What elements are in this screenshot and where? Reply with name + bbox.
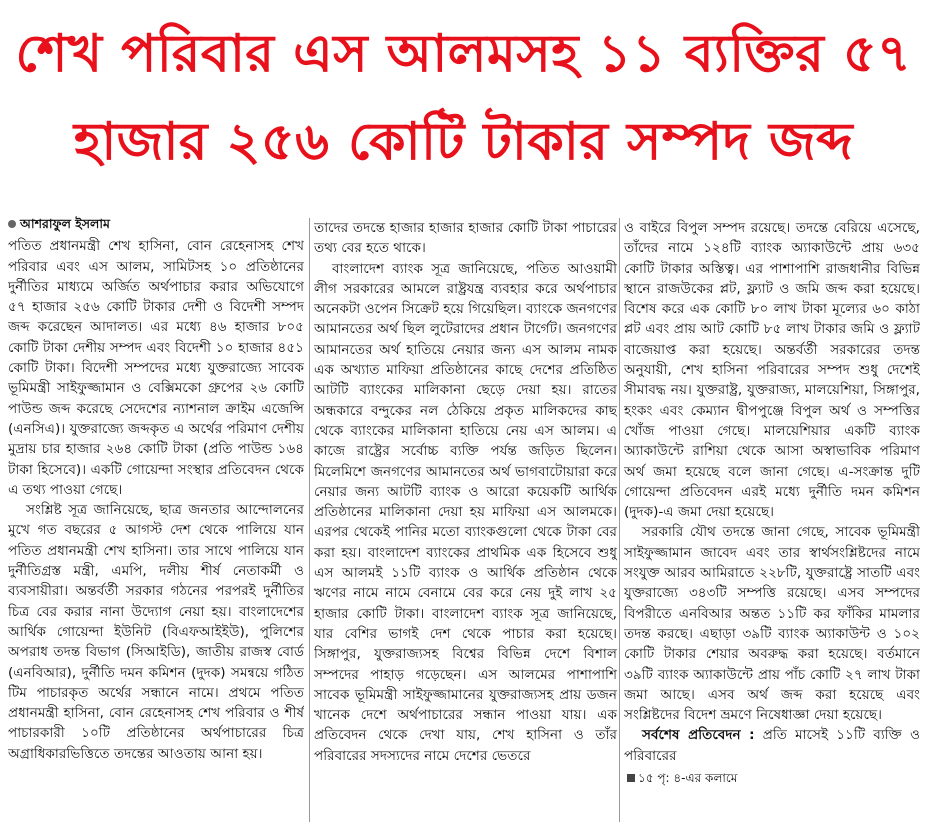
bullet-icon	[8, 220, 16, 228]
paragraph: ও বাইরে বিপুল সম্পদ রয়েছে। তদন্তে বেরিয়ে এসেছে, তাঁদের নামে ১২৪টি ব্যাংক অ্যাকাউন্টে প্রায় ৬৩৫ কোটি টাকার অস্তিত্ব। এর পাশাপাশি রাজধানীর বিভিন্ন স্থানে রাজউকের প্লট, ফ্ল্যাট ও জমি জব্দ করা হয়েছে। বিশেষ করে এক কোটি ৮০ লাখ টাকা মূল্যের ৬০ কাঠা প্লট এবং প্রায় আট কোটি ৮৫ লাখ টাকার জমি ও ফ্ল্যাট বাজেয়াপ্ত করা হয়েছে। অন্তর্বর্তী সরকারের তদন্ত অনুযায়ী, শেখ হাসিনা পরিবারের সম্পদ শুধু দেশেই সীমাবদ্ধ নয়। যুক্তরাষ্ট্র, যুক্তরাজ্য, মালয়েশিয়া, সিঙ্গাপুর, হংকং এবং কেম্যান দ্বীপপুঞ্জে বিপুল অর্থ ও সম্পত্তির খোঁজ পাওয়া গেছে। মালয়েশিয়ার একটি ব্যাংক অ্যাকাউন্টে রাশিয়া থেকে আসা অস্বাভাবিক পরিমাণ অর্থ জমা হয়েছে বলে জানা গেছে। এ-সংক্রান্ত দুটি গোয়েন্দা প্রতিবেদন এরই মধ্যে দুর্নীতি দমন কমিশন (দুদক)-এ জমা দেয়া হয়েছে।	[624, 220, 920, 521]
headline-line-1: শেখ পরিবার এস আলমসহ ১১ ব্যক্তির ৫৭	[15, 24, 912, 84]
paragraph: সরকারি যৌথ তদন্তে জানা গেছে, সাবেক ভূমিমন্ত্রী সাইফুজ্জামান জাবেদ এবং তার স্বার্থসংশ্লিষ্টদের নামে সংযুক্ত আরব আমিরাতে ২২৮টি, যুক্তরাষ্ট্রে সাতটি এবং যুক্তরাজ্যে ৩৪৩টি সম্পত্তি রয়েছে। এসব সম্পদের বিপরীতে এনবিআর অন্তত ১১টি কর ফাঁকির মামলার তদন্ত করছে। এছাড়া ৩৯টি ব্যাংক অ্যাকাউন্ট ও ১০২ কোটি টাকার শেয়ার অবরুদ্ধ করা হয়েছে। বর্তমানে ৩৯টি ব্যাংক অ্যাকাউন্টে প্রায় পাঁচ কোটি ২৭ লাখ টাকা জমা আছে। এসব অর্থ জব্দ করা হয়েছে এবং সংশ্লিষ্টদের বিদেশ ভ্রমণে নিষেধাজ্ঞা দেয়া হয়েছে।	[624, 524, 920, 724]
article-column-2	[314, 218, 617, 828]
square-bullet-icon	[627, 774, 635, 782]
paragraph: তাদের তদন্তে হাজার হাজার হাজার কোটি টাকা পাচারের তথ্য বের হতে থাকে।	[314, 220, 617, 257]
column-divider	[619, 218, 620, 822]
paragraph: বাংলাদেশ ব্যাংক সূত্র জানিয়েছে, পতিত আওয়ামী লীগ সরকারের আমলে রাষ্ট্রযন্ত্র ব্যবহার করে অর্থপাচার অনেকটা ওপেন সিক্রেট হয়ে গিয়েছিল। ব্যাংকে জনগণের আমানতের অর্থ ছিল লুটেরাদের প্রধান টার্গেট। জনগণের আমানতের অর্থ হাতিয়ে নেয়ার জন্য এস আলম নামক এক অখ্যাত মাফিয়া প্রতিষ্ঠানের কাছে দেশের প্রতিষ্ঠিত আটটি ব্যাংকের মালিকানা ছেড়ে দেয়া হয়। রাতের অন্ধকারে বন্দুকের নল ঠেকিয়ে প্রকৃত মালিকদের কাছ থেকে ব্যাংকের মালিকানা হাতিয়ে নেয় এস আলম। এ কাজে রাষ্ট্রের সর্বোচ্চ ব্যক্তি পর্যন্ত জড়িত ছিলেন। মিলেমিশে জনগণের আমানতের অর্থ ভাগবাটোয়ারা করে নেয়ার জন্য আটটি ব্যাংক ও আরো কয়েকটি আর্থিক প্রতিষ্ঠানের মালিকানা দেয়া হয় মাফিয়া এস আলমকে। এরপর থেকেই পানির মতো ব্যাংকগুলো থেকে টাকা বের করা হয়। বাংলাদেশ ব্যাংকের প্রাথমিক এক হিসেবে শুধু এস আলমই ১১টি ব্যাংক ও আর্থিক প্রতিষ্ঠান থেকে ঋণের নামে নামে বেনামে বের করে নেয় দুই লাখ ২৫ হাজার কোটি টাকা। বাংলাদেশ ব্যাংক সূত্র জানিয়েছে, যার বেশির ভাগই দেশ থেকে পাচার করা হয়েছে। সিঙ্গাপুর, যুক্তরাজ্যসহ বিশ্বের বিভিন্ন দেশে বিশাল সম্পদের পাহাড় গড়েছেন। এস আলমের পাশাপাশি সাবেক ভূমিমন্ত্রী সাইফুজ্জামানের যুক্তরাজ্যসহ প্রায় ডজন খানেক দেশে অর্থপাচারের সন্ধান পাওয়া যায়। এক প্রতিবেদন থেকে দেখা যায়, শেখ হাসিনা ও তাঁর পরিবারের সদস্যদের নামে দেশের ভেতরে	[314, 260, 617, 764]
headline	[0, 10, 927, 186]
paragraph-latest-report	[624, 725, 920, 766]
latest-report-label: সর্বশেষ প্রতিবেদন :	[642, 727, 755, 744]
latest-report-text: প্রতি মাসেই ১১টি ব্যক্তি ও পরিবারের	[624, 727, 920, 764]
headline-line-2: হাজার ২৫৬ কোটি টাকার সম্পদ জব্দ	[73, 112, 854, 172]
byline-author: আশরাফুল ইসলাম	[20, 216, 110, 231]
byline	[8, 214, 304, 234]
continued-label: ১৫ পৃ: ৪-এর কলামে	[638, 771, 738, 786]
continued-note	[624, 768, 920, 788]
article-column-1	[8, 214, 304, 824]
column-divider	[309, 218, 310, 822]
paragraph: সংশ্লিষ্ট সূত্র জানিয়েছে, ছাত্র জনতার আন্দোলনের মুখে গত বছরের ৫ আগস্ট দেশ থেকে পালিয়ে যান পতিত প্রধানমন্ত্রী শেখ হাসিনা। তার সাথে পালিয়ে যান দুর্নীতিগ্রস্ত মন্ত্রী, এমপি, দলীয় শীর্ষ নেতাকর্মী ও ব্যবসায়ীরা। অন্তর্বর্তী সরকার গঠনের পরপরই দুর্নীতির চিত্র বের করার নানা উদ্যোগ নেয়া হয়। বাংলাদেশের আর্থিক গোয়েন্দা ইউনিট (বিএফআইইউ), পুলিশের অপরাধ তদন্ত বিভাগ (সিআইডি), জাতীয় রাজস্ব বোর্ড (এনবিআর), দুর্নীতি দমন কমিশন (দুদক) সমন্বয়ে গঠিত টিম পাচারকৃত অর্থের সন্ধানে নামে। প্রথমে পতিত প্রধানমন্ত্রী হাসিনা, বোন রেহেনাসহ শেখ পরিবার ও শীর্ষ পাচারকারী ১০টি প্রতিষ্ঠানের অর্থপাচারের চিত্র অগ্রাধিকারভিত্তিতে তদন্তের আওতায় আনা হয়।	[8, 502, 304, 762]
paragraph: পতিত প্রধানমন্ত্রী শেখ হাসিনা, বোন রেহেনাসহ শেখ পরিবার এবং এস আলম, সামিটসহ ১০ প্রতিষ্ঠানের দুর্নীতির মাধ্যমে অর্জিত অর্থপাচার করার অভিযোগে ৫৭ হাজার ২৫৬ কোটি টাকার দেশী ও বিদেশী সম্পদ জব্দ করেছেন আদালত। এর মধ্যে ৪৬ হাজার ৮০৫ কোটি টাকা দেশীয় সম্পদ এবং বিদেশী ১০ হাজার ৪৫১ কোটি টাকা। বিদেশী সম্পদের মধ্যে যুক্তরাজ্যে সাবেক ভূমিমন্ত্রী সাইফুজ্জামান ও বেক্সিমকো গ্রুপের ২৬ কোটি পাউন্ড জব্দ করেছে সেদেশের ন্যাশনাল ক্রাইম এজেন্সি (এনসিএ)। যুক্তরাজ্যে জব্দকৃত এ অর্থের পরিমাণ দেশীয় মুদ্রায় চার হাজার ২৬৪ কোটি টাকা (প্রতি পাউন্ড ১৬৪ টাকা হিসেবে)। একটি গোয়েন্দা সংস্থার প্রতিবেদন থেকে এ তথ্য পাওয়া গেছে।	[8, 238, 304, 498]
article-column-3	[624, 218, 920, 828]
